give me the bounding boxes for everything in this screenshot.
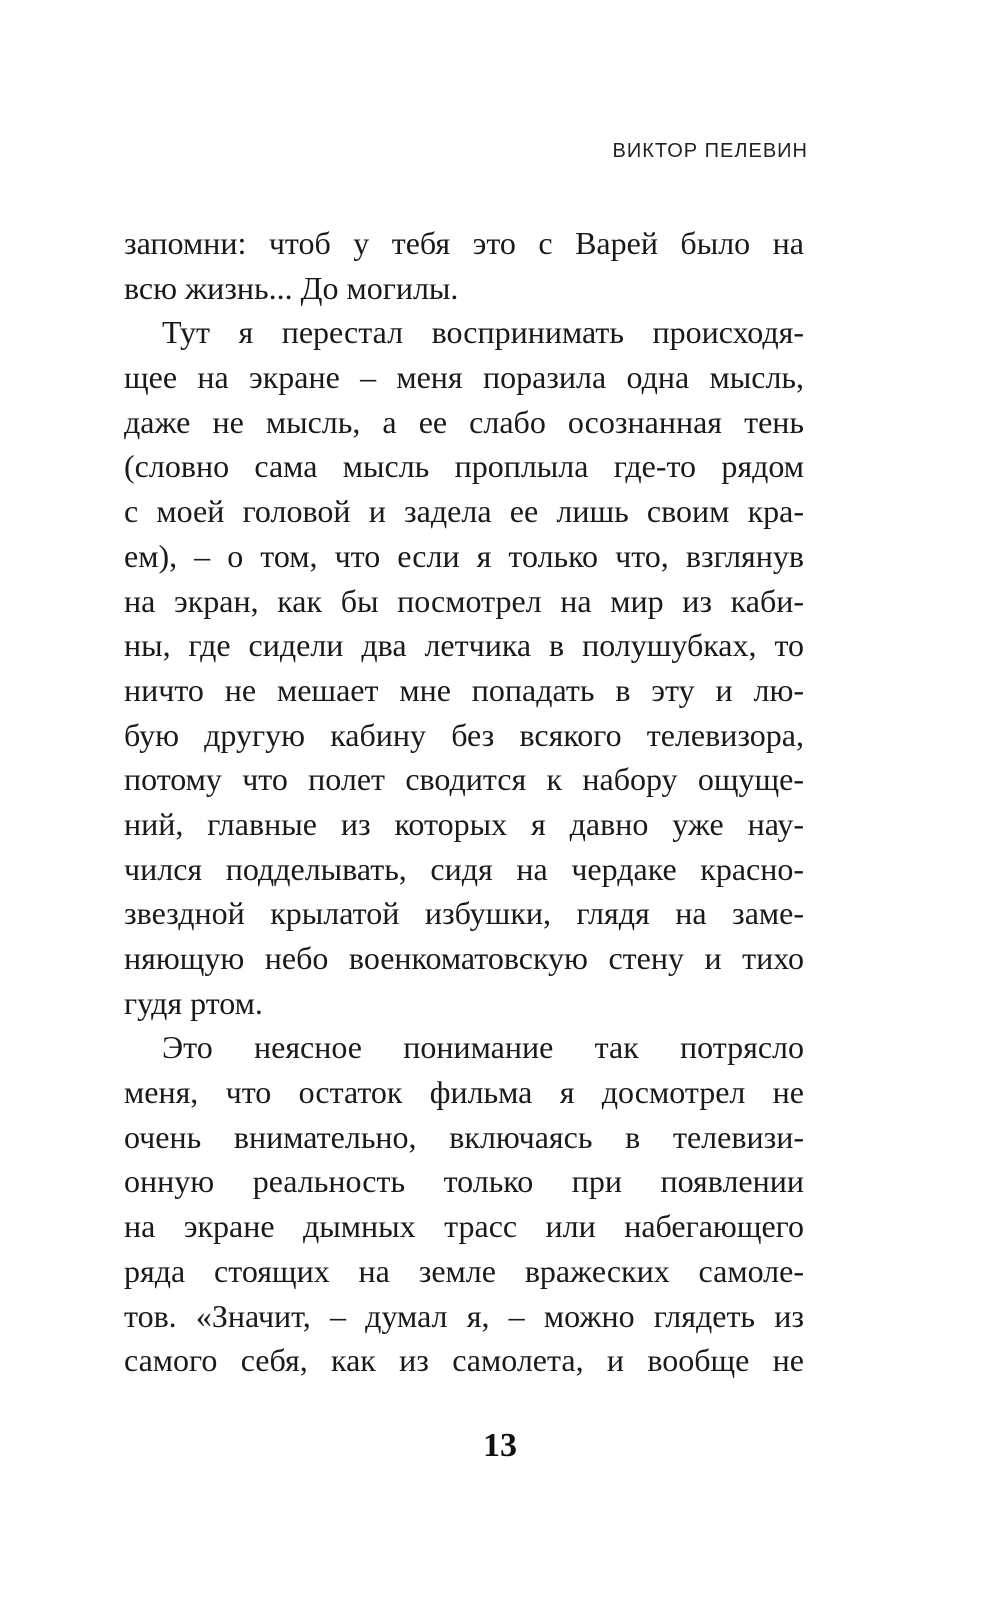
text-line: ничто не мешает мне попадать в эту и лю- [124, 671, 804, 708]
text-line: Тут я перестал воспринимать происходя- [162, 314, 804, 351]
text-line: няющую небо военкоматовскую стену и тихо [124, 940, 804, 976]
text-line: ний, главные из которых я давно уже нау- [124, 805, 804, 842]
running-header-author: ВИКТОР ПЕЛЕВИН [612, 140, 808, 162]
text-line: ряда стоящих на земле вражеских самоле- [124, 1252, 804, 1289]
paragraph-1 [124, 221, 804, 310]
text-line: на экран, как бы посмотрел на мир из каби- [124, 582, 804, 619]
text-line: чился подделывать, сидя на чердаке красно- [124, 850, 804, 887]
text-line: очень внимательно, включаясь в телевизи- [124, 1118, 804, 1155]
text-line: самого себя, как из самолета, и вообще не [124, 1342, 804, 1379]
text-line: тов. «Значит, – думал я, – можно глядеть из [124, 1297, 804, 1334]
text-line: звездной крылатой избушки, глядя на заме- [124, 895, 804, 932]
text-line: на экране дымных трасс или набегающего [124, 1208, 804, 1245]
paragraph-2 [124, 310, 804, 1025]
text-line: гудя ртом. [124, 984, 263, 1021]
body-text [124, 221, 804, 1383]
paragraph-3 [124, 1025, 804, 1383]
page-number: 13 [483, 1427, 517, 1464]
text-line: ны, где сидели два летчика в полушубках, то [124, 627, 804, 664]
text-line: даже не мысль, а ее слабо осознанная тень [124, 403, 804, 440]
text-line: бую другую кабину без всякого телевизора, [124, 716, 804, 753]
text-line: всю жизнь... До могилы. [124, 269, 459, 306]
text-line: с моей головой и задела ее лишь своим кра- [124, 493, 804, 530]
text-line: онную реальность только при появлении [124, 1163, 804, 1200]
text-line: щее на экране – меня поразила одна мысль, [124, 359, 804, 396]
text-line: потому что полет сводится к набору ощуще- [124, 761, 804, 798]
text-line: ем), – о том, что если я только что, взглянув [124, 537, 804, 574]
text-line: (словно сама мысль проплыла где-то рядом [124, 448, 804, 485]
text-line: меня, что остаток фильма я досмотрел не [124, 1074, 804, 1111]
text-line: Это неясное понимание так потрясло [162, 1029, 804, 1066]
text-line: запомни: чтоб у тебя это с Варей было на [124, 225, 804, 261]
